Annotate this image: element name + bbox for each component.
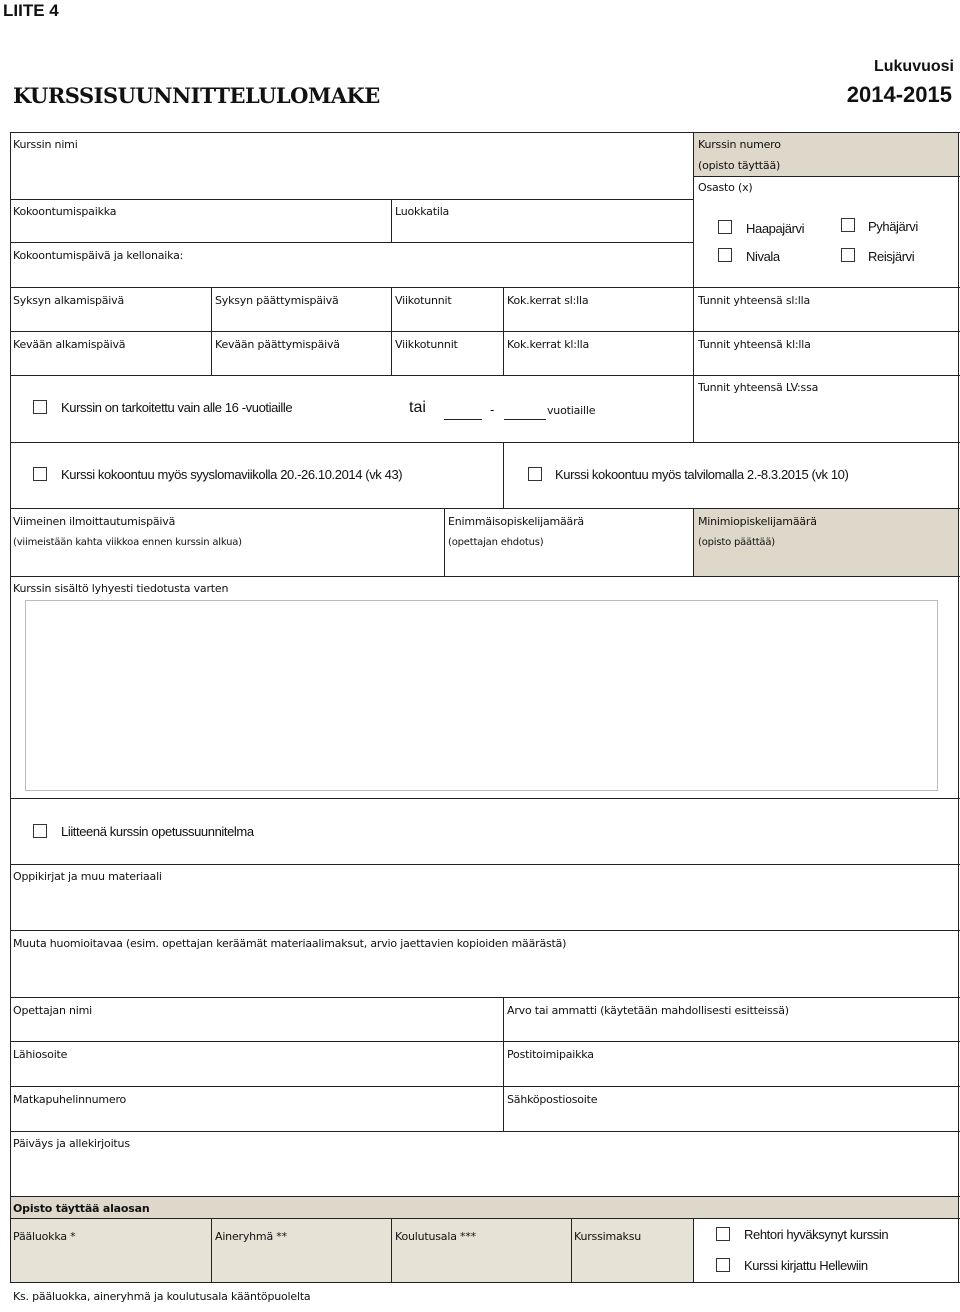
email-label: Sähköpostiosoite <box>507 1093 598 1106</box>
age-restriction-label: Kurssin on tarkoitettu vain alle 16 -vuotiaille <box>61 400 293 415</box>
age-min-blank[interactable] <box>444 419 482 420</box>
meeting-day-time-label: Kokoontumispäivä ja kellonaika: <box>13 249 184 262</box>
office-section-header: Opisto täyttää alaosan <box>13 1202 150 1215</box>
autumn-start-label: Syksyn alkamispäivä <box>13 294 125 307</box>
winter-holiday-checkbox[interactable] <box>528 467 542 481</box>
date-signature-label: Päiväys ja allekirjoitus <box>13 1137 130 1150</box>
total-hours-spring-label: Tunnit yhteensä kl:lla <box>698 338 811 351</box>
education-field-field[interactable] <box>393 1219 571 1282</box>
department-reisjarvi: Reisjärvi <box>868 249 915 264</box>
office-header-shade <box>10 1197 959 1219</box>
total-hours-year-label: Tunnit yhteensä LV:ssa <box>698 381 819 394</box>
weekly-hours-spring-label: Viikkotunnit <box>395 338 458 351</box>
footnote: Ks. pääluokka, aineryhmä ja koulutusala kääntöpuolelta <box>13 1290 311 1303</box>
year-label: Lukuvuosi <box>873 58 954 75</box>
attachment-label: Liitteenä kurssin opetussuunnitelma <box>61 824 254 839</box>
department-checkbox-haapajarvi[interactable] <box>718 220 732 234</box>
course-name-field[interactable] <box>11 133 693 199</box>
department-pyhajarvi: Pyhäjärvi <box>868 219 918 234</box>
department-checkbox-nivala[interactable] <box>718 248 732 262</box>
course-name-label: Kurssin nimi <box>13 138 78 151</box>
last-registration-note: (viimeistään kahta viikkoa ennen kurssin alkua) <box>13 537 242 548</box>
winter-holiday-label: Kurssi kokoontuu myös talvilomalla 2.-8.3.2015 (vk 10) <box>555 467 849 482</box>
main-class-field[interactable] <box>11 1219 211 1282</box>
recorded-label: Kurssi kirjattu Hellewiin <box>744 1258 868 1273</box>
other-notes-label: Muuta huomioitavaa (esim. opettajan keräämät materiaalimaksut, arvio jaettavien kopioiden määrästä) <box>13 937 567 950</box>
sessions-spring-label: Kok.kerrat kl:lla <box>507 338 589 351</box>
total-hours-autumn-label: Tunnit yhteensä sl:lla <box>698 294 811 307</box>
content-summary-label: Kurssin sisältö lyhyesti tiedotusta varten <box>13 582 229 595</box>
mobile-number-label: Matkapuhelinnumero <box>13 1093 127 1106</box>
last-registration-label: Viimeinen ilmoittautumispäivä <box>13 515 176 528</box>
appendix-label: LIITE 4 <box>3 1 59 20</box>
form-title: KURSSISUUNNITTELULOMAKE <box>13 83 380 108</box>
weekly-hours-autumn-label: Viikotunnit <box>395 294 452 307</box>
street-address-label: Lähiosoite <box>13 1048 68 1061</box>
meeting-place-label: Kokoontumispaikka <box>13 205 117 218</box>
max-students-note: (opettajan ehdotus) <box>448 537 544 548</box>
max-students-label: Enimmäisopiskelijamäärä <box>448 515 584 528</box>
age-or-text: tai <box>409 399 426 416</box>
course-fee-label: Kurssimaksu <box>574 1230 642 1243</box>
content-summary-textarea[interactable] <box>25 600 938 791</box>
min-students-note: (opisto päättää) <box>698 537 775 548</box>
age-dash: - <box>490 402 495 417</box>
education-field-label: Koulutusala *** <box>395 1230 476 1243</box>
course-number-note: (opisto täyttää) <box>698 159 781 172</box>
department-checkbox-reisjarvi[interactable] <box>841 248 855 262</box>
department-checkbox-pyhajarvi[interactable] <box>841 218 855 232</box>
subject-group-label: Aineryhmä ** <box>215 1230 287 1243</box>
autumn-holiday-checkbox[interactable] <box>33 467 47 481</box>
course-fee-field[interactable] <box>573 1219 693 1282</box>
teacher-name-label: Opettajan nimi <box>13 1004 93 1017</box>
spring-start-label: Kevään alkamispäivä <box>13 338 126 351</box>
course-number-label: Kurssin numero <box>698 138 781 151</box>
classroom-label: Luokkatila <box>395 205 450 218</box>
street-address-field[interactable] <box>11 1042 503 1086</box>
autumn-holiday-label: Kurssi kokoontuu myös syyslomaviikolla 20.-26.10.2014 (vk 43) <box>61 467 403 482</box>
title-profession-label: Arvo tai ammatti (käytetään mahdollisesti esitteissä) <box>507 1004 789 1017</box>
department-nivala: Nivala <box>746 249 780 264</box>
age-max-blank[interactable] <box>504 419 546 420</box>
main-class-label: Pääluokka * <box>13 1230 76 1243</box>
age-suffix: vuotiaille <box>547 404 596 417</box>
approved-checkbox[interactable] <box>716 1227 730 1241</box>
age-restriction-checkbox[interactable] <box>33 400 47 414</box>
department-haapajarvi: Haapajärvi <box>746 221 805 236</box>
post-office-label: Postitoimipaikka <box>507 1048 594 1061</box>
autumn-end-label: Syksyn päättymispäivä <box>215 294 339 307</box>
approved-label: Rehtori hyväksynyt kurssin <box>744 1227 889 1242</box>
sessions-autumn-label: Kok.kerrat sl:lla <box>507 294 589 307</box>
attachment-checkbox[interactable] <box>33 824 47 838</box>
spring-end-label: Kevään päättymispäivä <box>215 338 340 351</box>
materials-label: Oppikirjat ja muu materiaali <box>13 870 162 883</box>
min-students-label: Minimiopiskelijamäärä <box>698 515 817 528</box>
department-label: Osasto (x) <box>698 181 753 194</box>
year-value: 2014-2015 <box>846 82 952 107</box>
date-signature-field[interactable] <box>11 1132 958 1196</box>
subject-group-field[interactable] <box>212 1219 391 1282</box>
recorded-checkbox[interactable] <box>716 1258 730 1272</box>
